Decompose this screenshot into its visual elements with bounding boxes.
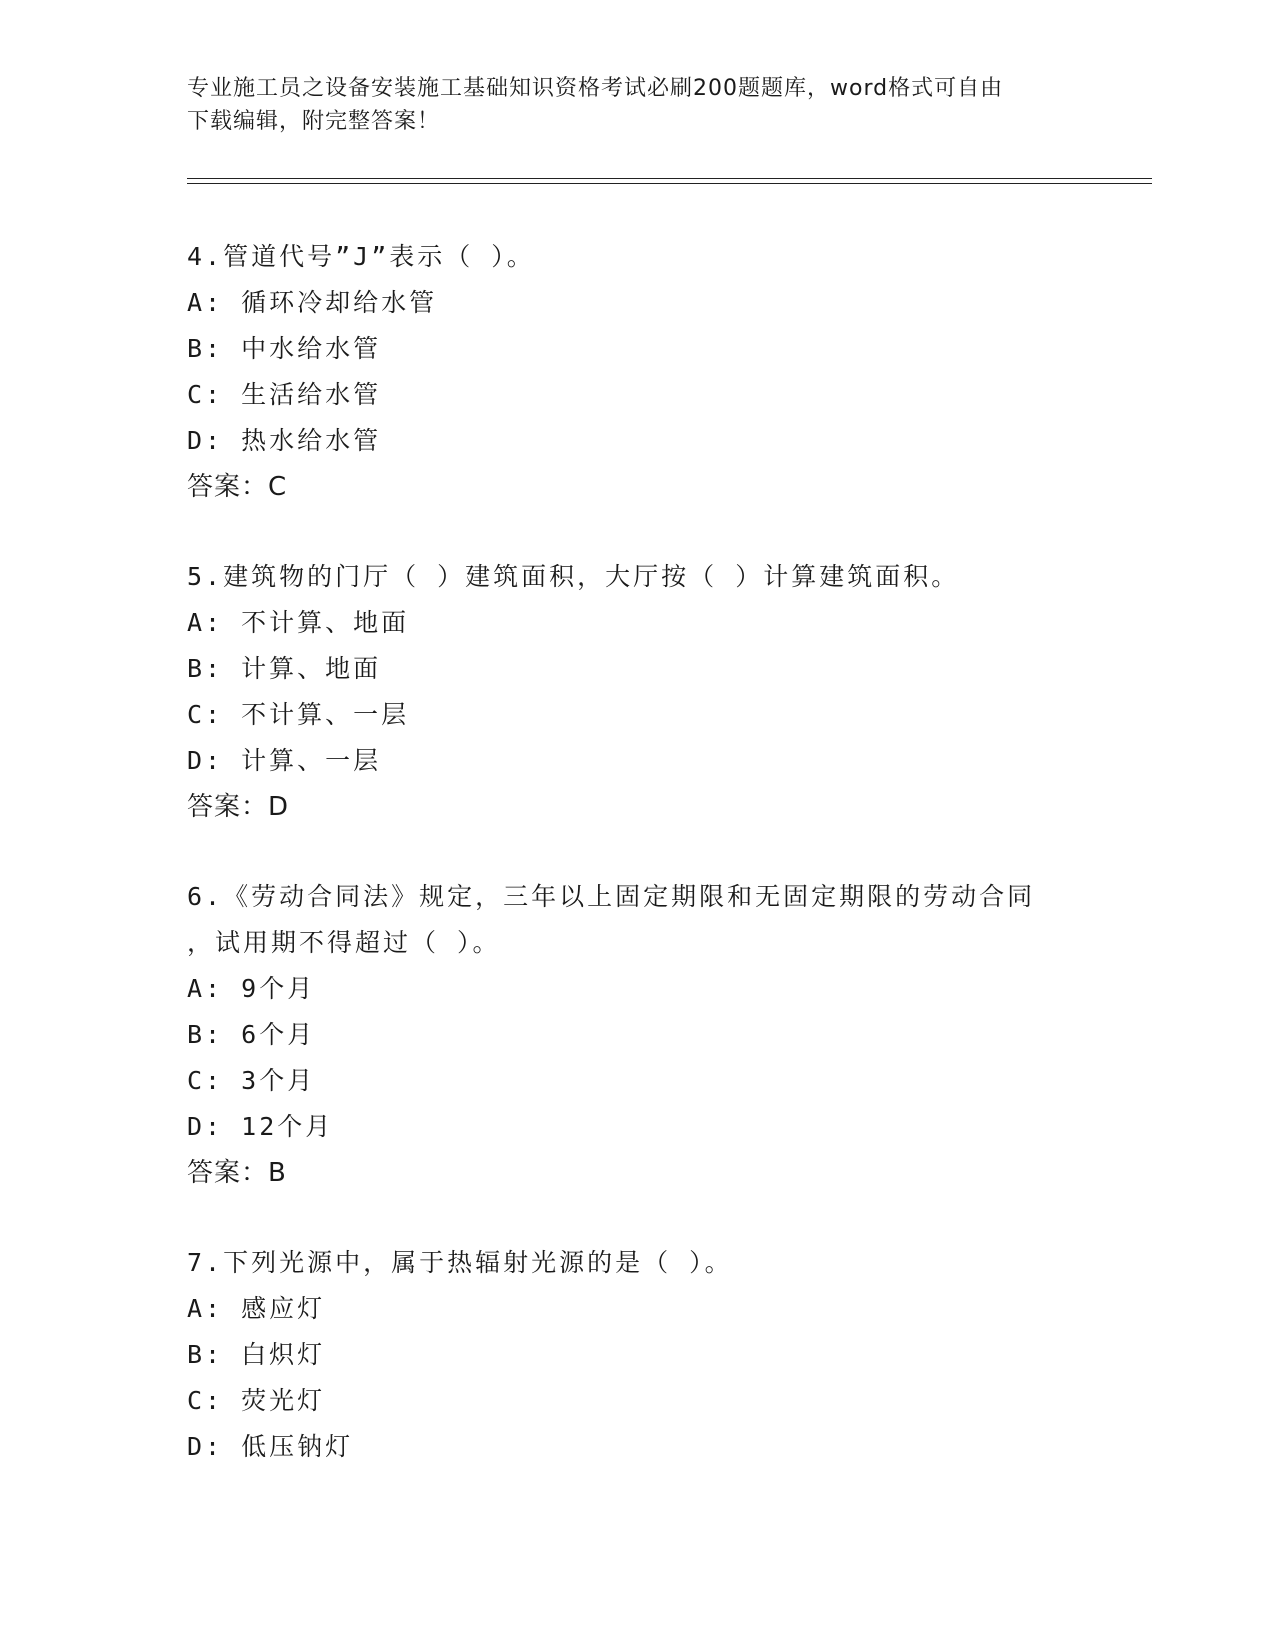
option-a: A: 不计算、地面 — [187, 608, 410, 637]
document-header — [187, 72, 1067, 138]
option-a: A: 循环冷却给水管 — [187, 288, 438, 317]
question-5 — [187, 554, 1087, 830]
answer-text: 答案：D — [187, 792, 290, 822]
option-b: B: 计算、地面 — [187, 654, 382, 683]
answer-text: 答案：C — [187, 472, 288, 502]
option-d: D: 热水给水管 — [187, 426, 382, 455]
option-a: A: 9个月 — [187, 974, 316, 1003]
question-7 — [187, 1240, 1087, 1470]
question-stem-continued: ，试用期不得超过（ ）。 — [187, 928, 501, 957]
header-line-1: 专业施工员之设备安装施工基础知识资格考试必刷200题题库，word格式可自由 — [187, 76, 1004, 101]
option-b: B: 白炽灯 — [187, 1340, 326, 1369]
option-d: D: 低压钠灯 — [187, 1432, 354, 1461]
question-stem: 5.建筑物的门厅（ ）建筑面积，大厅按（ ）计算建筑面积。 — [187, 562, 960, 591]
option-c: C: 生活给水管 — [187, 380, 382, 409]
option-c: C: 荧光灯 — [187, 1386, 326, 1415]
header-divider-bottom — [187, 183, 1152, 184]
question-stem: 6.《劳动合同法》规定，三年以上固定期限和无固定期限的劳动合同 — [187, 882, 1036, 911]
header-divider-top — [187, 178, 1152, 179]
question-stem: 4.管道代号”J”表示（ ）。 — [187, 242, 535, 271]
option-d: D: 计算、一层 — [187, 746, 382, 775]
option-b: B: 中水给水管 — [187, 334, 382, 363]
question-4 — [187, 234, 1087, 510]
answer-text: 答案：B — [187, 1158, 287, 1188]
option-b: B: 6个月 — [187, 1020, 316, 1049]
option-a: A: 感应灯 — [187, 1294, 326, 1323]
option-c: C: 不计算、一层 — [187, 700, 410, 729]
option-c: C: 3个月 — [187, 1066, 316, 1095]
question-stem: 7.下列光源中，属于热辐射光源的是（ ）。 — [187, 1248, 733, 1277]
header-line-2: 下载编辑，附完整答案！ — [187, 109, 441, 134]
question-6 — [187, 874, 1087, 1196]
option-d: D: 12个月 — [187, 1112, 334, 1141]
